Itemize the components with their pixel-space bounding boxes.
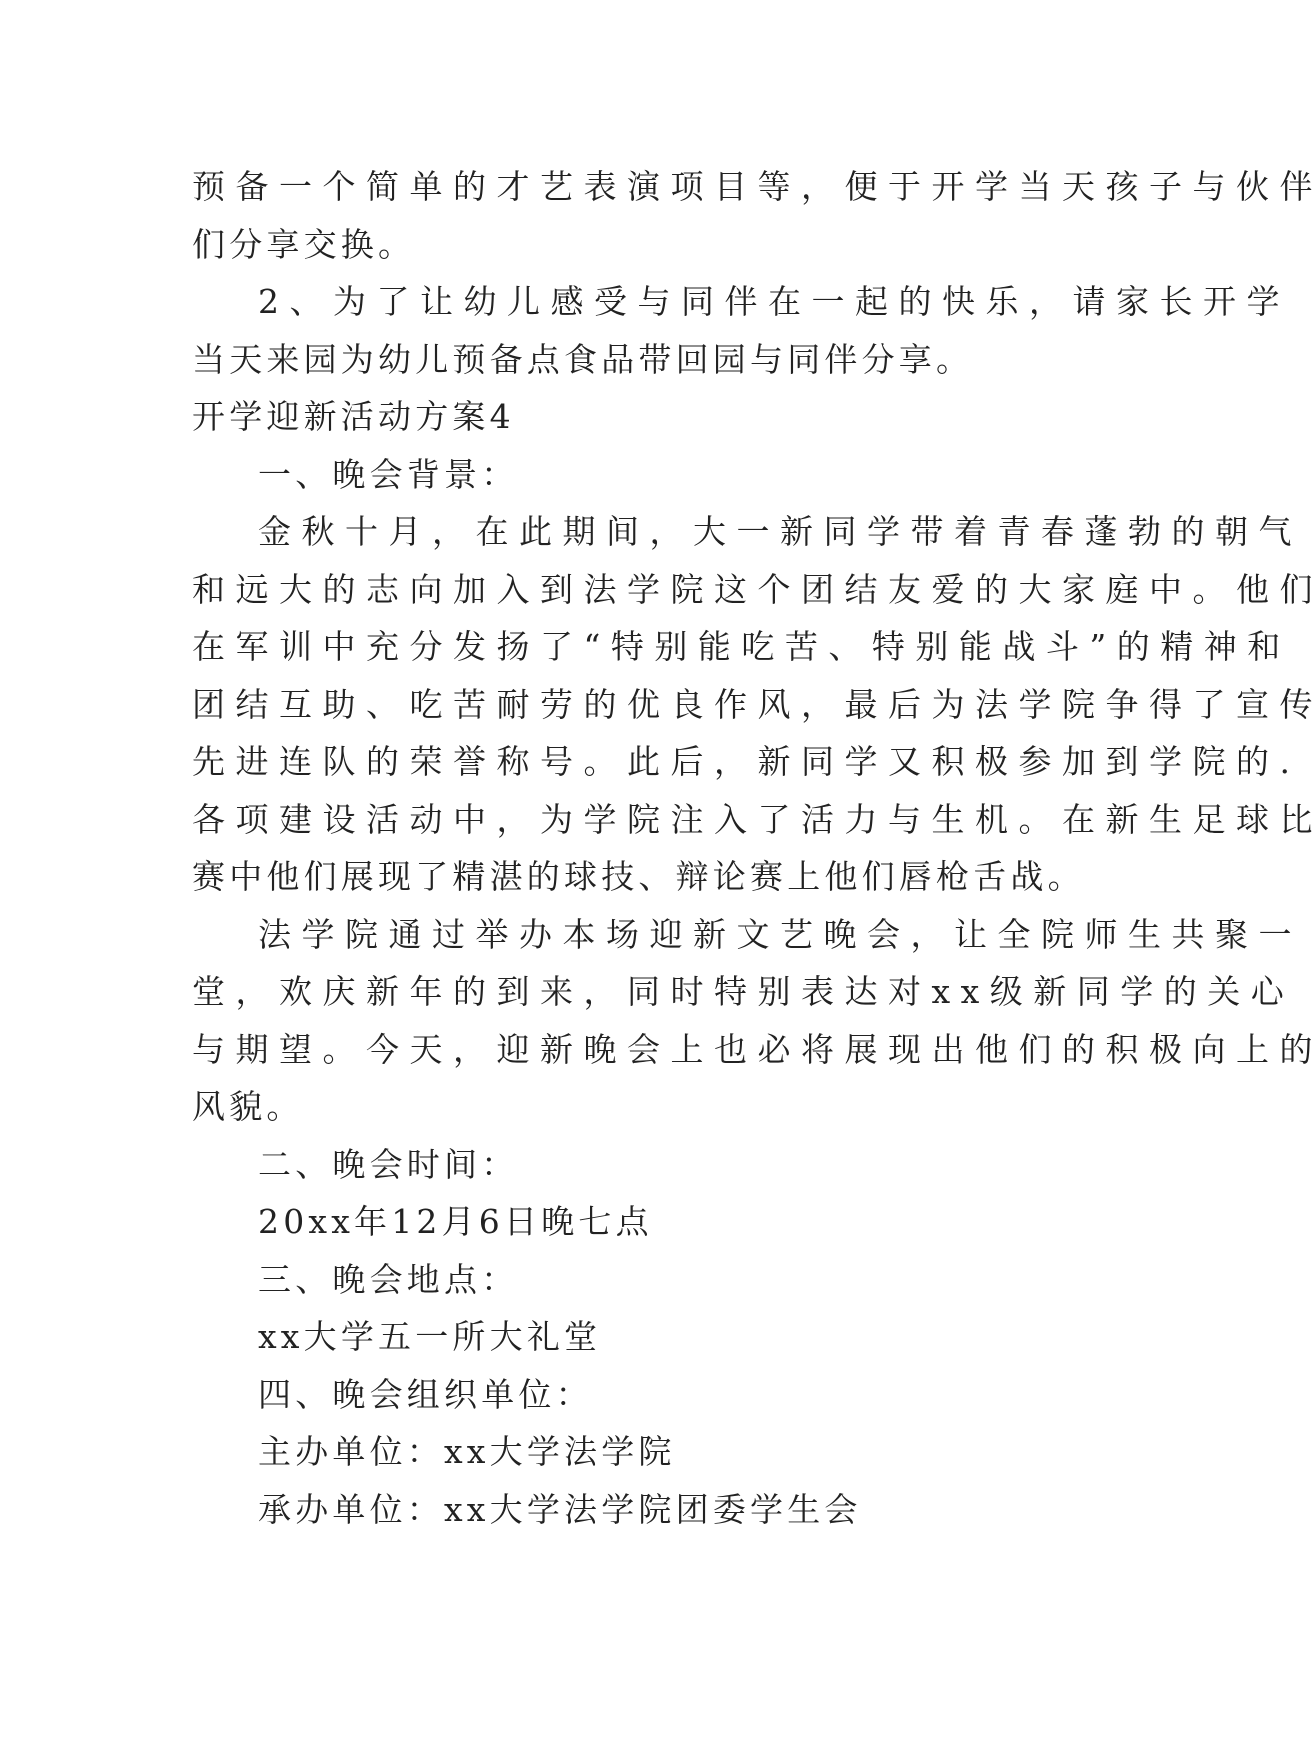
paragraph-line: 们分享交换。 — [192, 224, 416, 264]
paragraph-line: 主办单位：xx大学法学院 — [258, 1432, 676, 1471]
paragraph-line: 与 期 望 。 今 天 ， 迎 新 晚 会 上 也 必 将 展 现 出 他 们 的 积 极 向 上 的 — [192, 1029, 1313, 1069]
paragraph-line: xx大学五一所大礼堂 — [258, 1317, 602, 1356]
paragraph-line: 2 、 为 了 让 幼 儿 感 受 与 同 伴 在 一 起 的 快 乐 ， 请 家 长 开 学 — [258, 282, 1280, 321]
paragraph-line: 堂 ， 欢 庆 新 年 的 到 来 ， 同 时 特 别 表 达 对 x x 级 新 同 学 的 关 心 — [192, 972, 1284, 1011]
paragraph-line: 各 项 建 设 活 动 中 ， 为 学 院 注 入 了 活 力 与 生 机 。 在 新 生 足 球 比 — [192, 799, 1313, 839]
subsection-heading: 三、晚会地点： — [258, 1259, 519, 1299]
paragraph-line: 金 秋 十 月 ， 在 此 期 间 ， 大 一 新 同 学 带 着 青 春 蓬 勃 的 朝 气 — [258, 512, 1292, 551]
paragraph-line: 和 远 大 的 志 向 加 入 到 法 学 院 这 个 团 结 友 爱 的 大 家 庭 中 。 他 们 — [192, 569, 1313, 609]
document-body — [192, 158, 1313, 1538]
subsection-heading: 四、晚会组织单位： — [258, 1374, 593, 1414]
paragraph-line: 当天来园为幼儿预备点食品带回园与同伴分享。 — [192, 339, 974, 379]
paragraph-line: 预 备 一 个 简 单 的 才 艺 表 演 项 目 等 ， 便 于 开 学 当 天 孩 子 与 伙 伴 — [192, 167, 1313, 206]
paragraph-line: 赛中他们展现了精湛的球技、辩论赛上他们唇枪舌战。 — [192, 857, 1085, 896]
paragraph-line: 在 军 训 中 充 分 发 扬 了 “ 特 别 能 吃 苦 、 特 别 能 战 斗 ” 的 精 神 和 — [192, 627, 1281, 666]
paragraph-line: 20xx年12月6日晚七点 — [258, 1202, 653, 1241]
paragraph-line: 先 进 连 队 的 荣 誉 称 号 。 此 后 ， 新 同 学 又 积 极 参 加 到 学 院 的 . — [192, 742, 1290, 781]
paragraph-line: 风貌。 — [192, 1087, 304, 1126]
subsection-heading: 一、晚会背景： — [258, 454, 519, 494]
paragraph-line: 法 学 院 通 过 举 办 本 场 迎 新 文 艺 晚 会 ， 让 全 院 师 生 共 聚 一 — [258, 914, 1292, 954]
section-heading: 开学迎新活动方案4 — [192, 397, 515, 436]
paragraph-line: 团 结 互 助 、 吃 苦 耐 劳 的 优 良 作 风 ， 最 后 为 法 学 院 争 得 了 宣 传 — [192, 684, 1313, 724]
paragraph-line: 承办单位：xx大学法学院团委学生会 — [258, 1489, 862, 1529]
subsection-heading: 二、晚会时间： — [258, 1144, 519, 1184]
